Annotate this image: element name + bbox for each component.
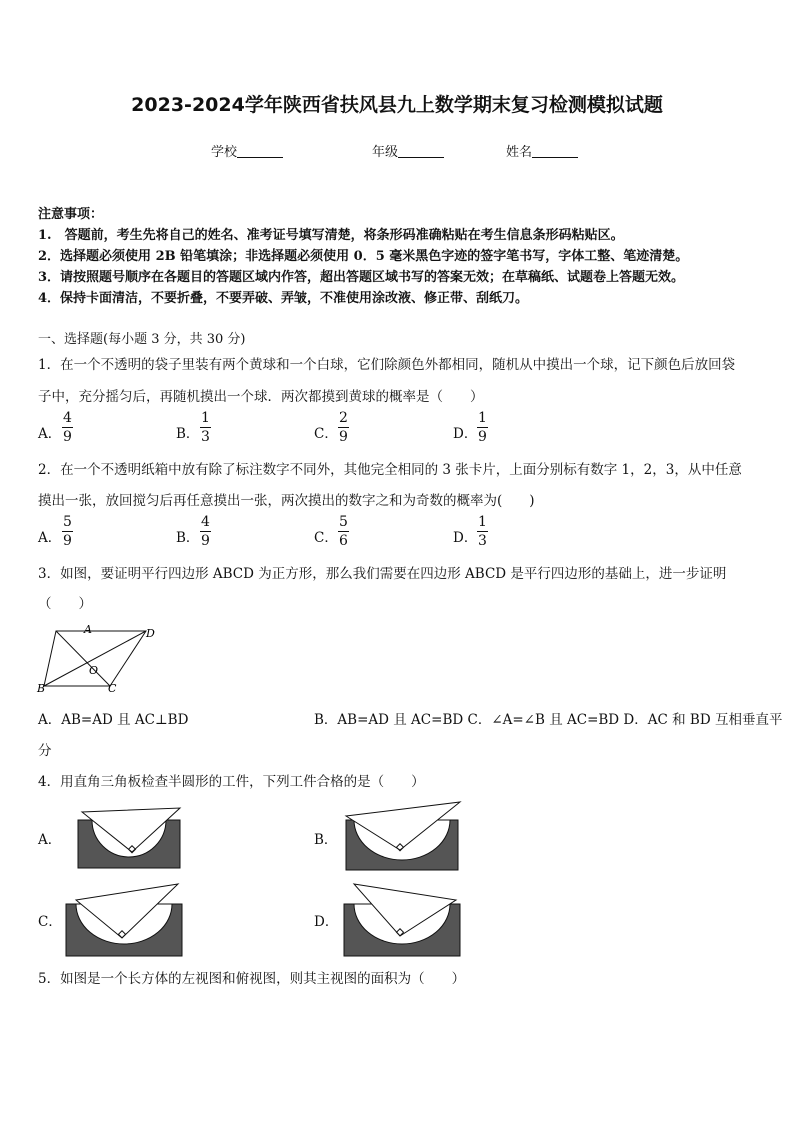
- q1-option-b[interactable]: B．: [176, 426, 200, 442]
- q4-workpiece-c: [62, 880, 186, 960]
- q1-option-d[interactable]: D．: [453, 426, 478, 442]
- notice-item: 3．请按照题号顺序在各题目的答题区域内作答，超出答题区域书写的答案无效；在草稿纸、试题卷上答题无效。: [38, 270, 685, 285]
- q2-option-d-fraction: [477, 514, 488, 549]
- denominator: 9: [201, 533, 210, 549]
- school-field[interactable]: [211, 141, 283, 160]
- numerator: 1: [201, 410, 210, 426]
- denominator: 3: [201, 429, 210, 445]
- grade-blank[interactable]: [398, 143, 444, 158]
- q1-option-c[interactable]: C．: [314, 426, 338, 442]
- q2-option-c[interactable]: C．: [314, 530, 338, 546]
- notice-item: 4．保持卡面清洁，不要折叠，不要弄破、弄皱，不准使用涂改液、修正带、刮纸刀。: [38, 291, 529, 306]
- q4-option-c[interactable]: C．: [38, 914, 62, 930]
- q4-option-a[interactable]: A．: [38, 832, 62, 848]
- denominator: 9: [63, 429, 72, 445]
- label-c: C: [108, 682, 117, 695]
- school-blank[interactable]: [237, 143, 283, 158]
- section-heading: 一、选择题(每小题 3 分，共 30 分): [38, 332, 246, 347]
- numerator: 4: [63, 410, 72, 426]
- label-a: A: [84, 623, 92, 636]
- q3-options-bcd[interactable]: B．AB=AD 且 AC=BD C．∠A=∠B 且 AC=BD D．AC 和 BD 互相垂直平: [314, 712, 783, 728]
- notice-item: 1. 答题前，考生先将自己的姓名、准考证号填写清楚，将条形码准确粘贴在考生信息条形码粘贴区。: [38, 228, 624, 243]
- q4-workpiece-b: [340, 798, 464, 874]
- q4-text-line1: 4．用直角三角板检查半圆形的工件，下列工件合格的是（ ）: [38, 774, 425, 790]
- denominator: 6: [339, 533, 348, 549]
- denominator: 9: [63, 533, 72, 549]
- q2-option-b[interactable]: B．: [176, 530, 200, 546]
- q3-options-bcd-cont: 分: [38, 743, 52, 759]
- q3-text-line2: （ ）: [38, 596, 92, 612]
- notice-item: 2．选择题必须使用 2B 铅笔填涂；非选择题必须使用 0．5 毫米黑色字迹的签字笔书写，字体工整、笔迹清楚。: [38, 249, 689, 264]
- q1-option-b-fraction: [200, 410, 211, 445]
- q4-workpiece-a: [72, 800, 192, 872]
- label-o: O: [89, 664, 99, 677]
- school-label: 学校: [211, 145, 238, 160]
- q4-option-d[interactable]: D．: [314, 914, 339, 930]
- numerator: 5: [63, 514, 72, 530]
- q4-workpiece-d: [340, 880, 464, 960]
- q1-option-c-fraction: [338, 410, 349, 445]
- q2-option-a[interactable]: A．: [38, 530, 62, 546]
- numerator: 5: [339, 514, 348, 530]
- q3-option-a[interactable]: A．AB=AD 且 AC⊥BD: [38, 712, 189, 728]
- grade-field[interactable]: [372, 141, 444, 160]
- denominator: 9: [339, 429, 348, 445]
- q2-option-c-fraction: [338, 514, 349, 549]
- q1-text-line2: 子中，充分摇匀后，再随机摸出一个球．两次都摸到黄球的概率是（ ）: [38, 389, 484, 405]
- q2-option-a-fraction: [62, 514, 73, 549]
- q3-text-line1: 3．如图，要证明平行四边形 ABCD 为正方形，那么我们需要在四边形 ABCD 是平行四边形的基础上，进一步证明: [38, 566, 727, 582]
- q2-text-line1: 2．在一个不透明纸箱中放有除了标注数字不同外，其他完全相同的 3 张卡片，上面分别标有数字 1，2，3，从中任意: [38, 462, 742, 478]
- q1-option-a[interactable]: A．: [38, 426, 62, 442]
- grade-label: 年级: [372, 145, 399, 160]
- parallelogram-figure: [34, 618, 164, 698]
- q2-text-line2: 摸出一张，放回搅匀后再任意摸出一张，两次摸出的数字之和为奇数的概率为( ): [38, 493, 535, 509]
- q5-text-line1: 5．如图是一个长方体的左视图和俯视图，则其主视图的面积为（ ）: [38, 971, 466, 987]
- q1-option-a-fraction: [62, 410, 73, 445]
- notice-heading: 注意事项：: [38, 207, 104, 222]
- denominator: 3: [478, 533, 487, 549]
- q1-text-line1: 1．在一个不透明的袋子里装有两个黄球和一个白球，它们除颜色外都相同，随机从中摸出一个球，记下颜色后放回袋: [38, 357, 736, 373]
- denominator: 9: [478, 429, 487, 445]
- label-d: D: [146, 627, 155, 640]
- page-title: 2023-2024学年陕西省扶风县九上数学期末复习检测模拟试题: [131, 94, 663, 116]
- numerator: 1: [478, 514, 487, 530]
- q1-option-d-fraction: [477, 410, 488, 445]
- numerator: 1: [478, 410, 487, 426]
- name-label: 姓名: [506, 145, 533, 160]
- name-field[interactable]: [506, 141, 578, 160]
- q2-option-d[interactable]: D．: [453, 530, 478, 546]
- q4-option-b[interactable]: B．: [314, 832, 338, 848]
- q2-option-b-fraction: [200, 514, 211, 549]
- label-b: B: [37, 682, 46, 695]
- numerator: 4: [201, 514, 210, 530]
- numerator: 2: [339, 410, 348, 426]
- name-blank[interactable]: [532, 143, 578, 158]
